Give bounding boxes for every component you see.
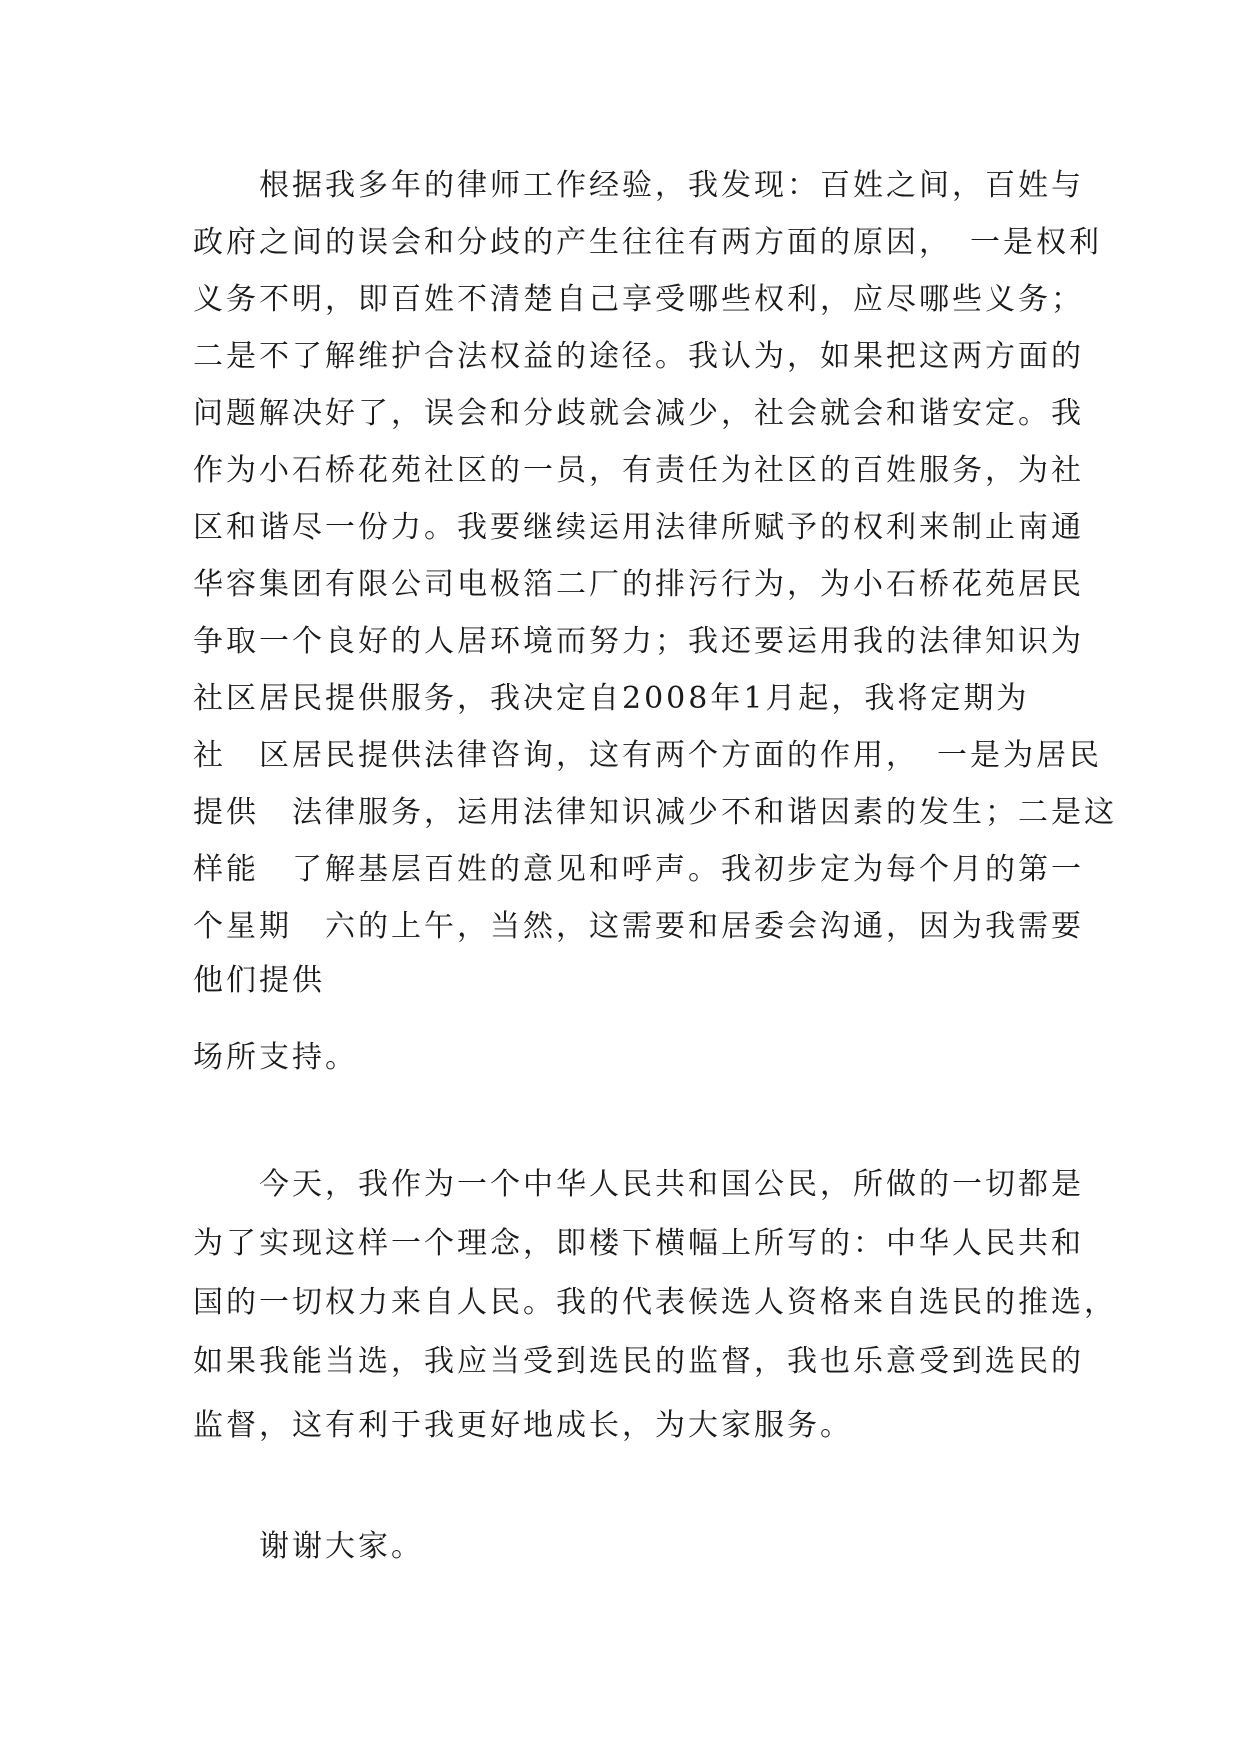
text-line: 他们提供 [193, 963, 325, 998]
text-line: 样能 了解基层百姓的意见和呼声。我初步定为每个月的第一 [193, 852, 1084, 887]
text-line: 华容集团有限公司电极箔二厂的排污行为，为小石桥花苑居民 [193, 567, 1084, 602]
text-line: 区和谐尽一份力。我要继续运用法律所赋予的权利来制止南通 [193, 510, 1084, 545]
text-line: 监督，这有利于我更好地成长，为大家服务。 [193, 1408, 853, 1443]
text-line: 提供 法律服务，运用法律知识减少不和谐因素的发生；二是这 [193, 795, 1117, 830]
text-line: 二是不了解维护合法权益的途径。我认为，如果把这两方面的 [193, 339, 1084, 374]
text-line: 为了实现这样一个理念，即楼下横幅上所写的：中华人民共和 [193, 1226, 1084, 1261]
text-line: 如果我能当选，我应当受到选民的监督，我也乐意受到选民的 [193, 1344, 1084, 1379]
text-line: 问题解决好了，误会和分歧就会减少，社会就会和谐安定。我 [193, 396, 1084, 431]
text-line: 社区居民提供服务，我决定自2008年1月起，我将定期为 [193, 681, 1030, 716]
text-line: 场所支持。 [193, 1040, 358, 1075]
text-line: 义务不明，即百姓不清楚自己享受哪些权利，应尽哪些义务； [193, 282, 1084, 317]
text-line: 政府之间的误会和分歧的产生往往有两方面的原因， 一是权利 [193, 225, 1102, 260]
text-line: 作为小石桥花苑社区的一员，有责任为社区的百姓服务，为社 [193, 453, 1084, 488]
text-line: 个星期 六的上午，当然，这需要和居委会沟通，因为我需要 [193, 909, 1084, 944]
text-line: 今天，我作为一个中华人民共和国公民，所做的一切都是 [193, 1167, 1084, 1202]
text-line: 国的一切权力来自人民。我的代表候选人资格来自选民的推选， [193, 1285, 1117, 1320]
text-line: 根据我多年的律师工作经验，我发现：百姓之间，百姓与 [193, 168, 1084, 203]
text-line: 社 区居民提供法律咨询，这有两个方面的作用， 一是为居民 [193, 738, 1102, 773]
closing-line: 谢谢大家。 [193, 1529, 424, 1564]
text-line: 争取一个良好的人居环境而努力；我还要运用我的法律知识为 [193, 624, 1084, 659]
